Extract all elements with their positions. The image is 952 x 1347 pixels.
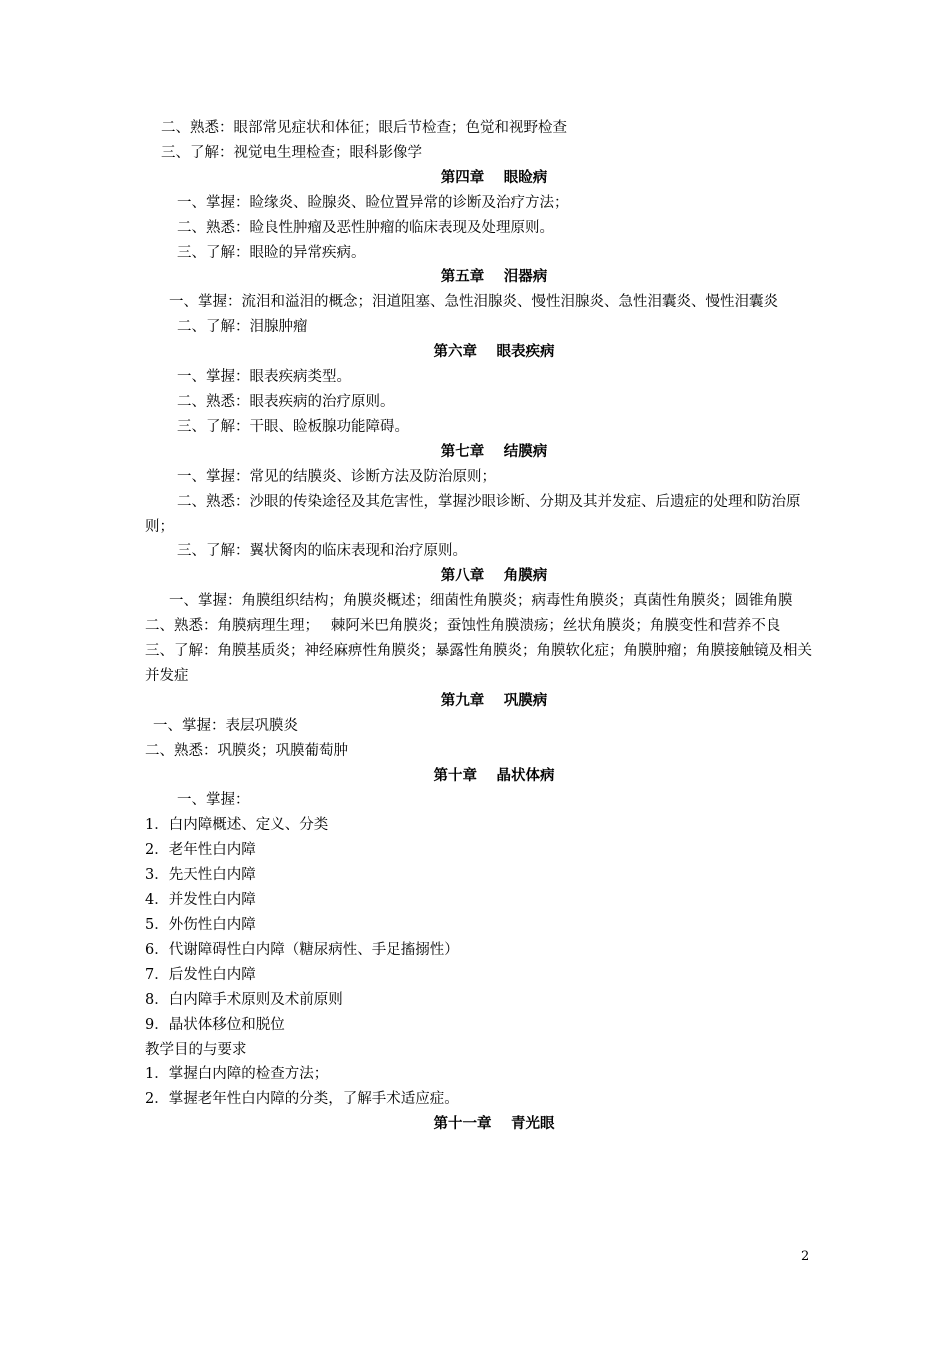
list-item: 1．掌握白内障的检查方法； [145, 1066, 329, 1083]
text-line: 二、了解：泪腺肿瘤 [177, 319, 308, 336]
chapter-heading: 第七章 结膜病 [440, 442, 548, 460]
text-line: 一、掌握：眼表疾病类型。 [177, 369, 351, 386]
text-line: 二、熟悉：眼部常见症状和体征；眼后节检查；色觉和视野检查 [161, 120, 567, 136]
text-line: 三、了解：翼状胬肉的临床表现和治疗原则。 [177, 543, 467, 560]
text-paragraph: 一、掌握：角膜组织结构；角膜炎概述；细菌性角膜炎；病毒性角膜炎；真菌性角膜炎；圆锥角膜 [169, 593, 793, 610]
list-item: 7．后发性白内障 [145, 966, 256, 983]
text-line: 二、熟悉：睑良性肿瘤及恶性肿瘤的临床表现及处理原则。 [177, 219, 554, 236]
text-paragraph: 二、熟悉：角膜病理生理； 棘阿米巴角膜炎；蚕蚀性角膜溃疡；丝状角膜炎；角膜变性和营养不良 [145, 618, 781, 635]
text-line: 一、掌握：常见的结膜炎、诊断方法及防治原则； [177, 468, 496, 485]
list-item: 8．白内障手术原则及术前原则 [145, 991, 343, 1008]
text-line: 三、了解：眼睑的异常疾病。 [177, 244, 366, 261]
text-line: 教学目的与要求 [145, 1041, 247, 1058]
text-line: 一、掌握：睑缘炎、睑腺炎、睑位置异常的诊断及治疗方法； [177, 194, 569, 211]
chapter-heading: 第十一章 青光眼 [433, 1115, 555, 1133]
list-item: 2．老年性白内障 [145, 842, 256, 859]
text-line: 二、熟悉：眼表疾病的治疗原则。 [177, 393, 395, 410]
text-paragraph: 一、掌握：流泪和溢泪的概念；泪道阻塞、急性泪腺炎、慢性泪腺炎、急性泪囊炎、慢性泪囊炎 [169, 294, 778, 311]
list-item: 2．掌握老年性白内障的分类，了解手术适应症。 [145, 1091, 459, 1108]
text-line: 三、了解：干眼、睑板腺功能障碍。 [177, 418, 409, 435]
text-paragraph: 三、了解：角膜基质炎；神经麻痹性角膜炎；暴露性角膜炎；角膜软化症；角膜肿瘤；角膜接触镜及相关并发症 [145, 643, 812, 684]
chapter-heading: 第六章 眼表疾病 [433, 343, 555, 361]
text-line: 三、了解：视觉电生理检查；眼科影像学 [161, 144, 422, 161]
page-content [145, 116, 813, 1137]
page-number: 2 [801, 1249, 810, 1264]
list-item: 5．外伤性白内障 [145, 917, 256, 933]
list-item: 4．并发性白内障 [145, 892, 256, 909]
chapter-heading: 第八章 角膜病 [440, 567, 548, 585]
chapter-heading: 第四章 眼睑病 [440, 168, 548, 186]
list-item: 9．晶状体移位和脱位 [145, 1016, 285, 1033]
list-item: 1．白内障概述、定义、分类 [145, 817, 329, 834]
text-line: 一、掌握：表层巩膜炎 [153, 717, 298, 734]
chapter-heading: 第十章 晶状体病 [433, 766, 555, 784]
chapter-heading: 第五章 泪器病 [440, 268, 548, 286]
chapter-heading: 第九章 巩膜病 [440, 691, 548, 709]
text-paragraph: 二、熟悉：沙眼的传染途径及其危害性，掌握沙眼诊断、分期及其并发症、后遗症的处理和防治原则； [145, 493, 801, 535]
list-item: 3．先天性白内障 [145, 867, 256, 884]
text-line: 一、掌握： [177, 792, 250, 809]
list-item: 6．代谢障碍性白内障（糖尿病性、手足搐搦性） [145, 941, 459, 958]
text-line: 二、熟悉：巩膜炎；巩膜葡萄肿 [145, 742, 348, 759]
